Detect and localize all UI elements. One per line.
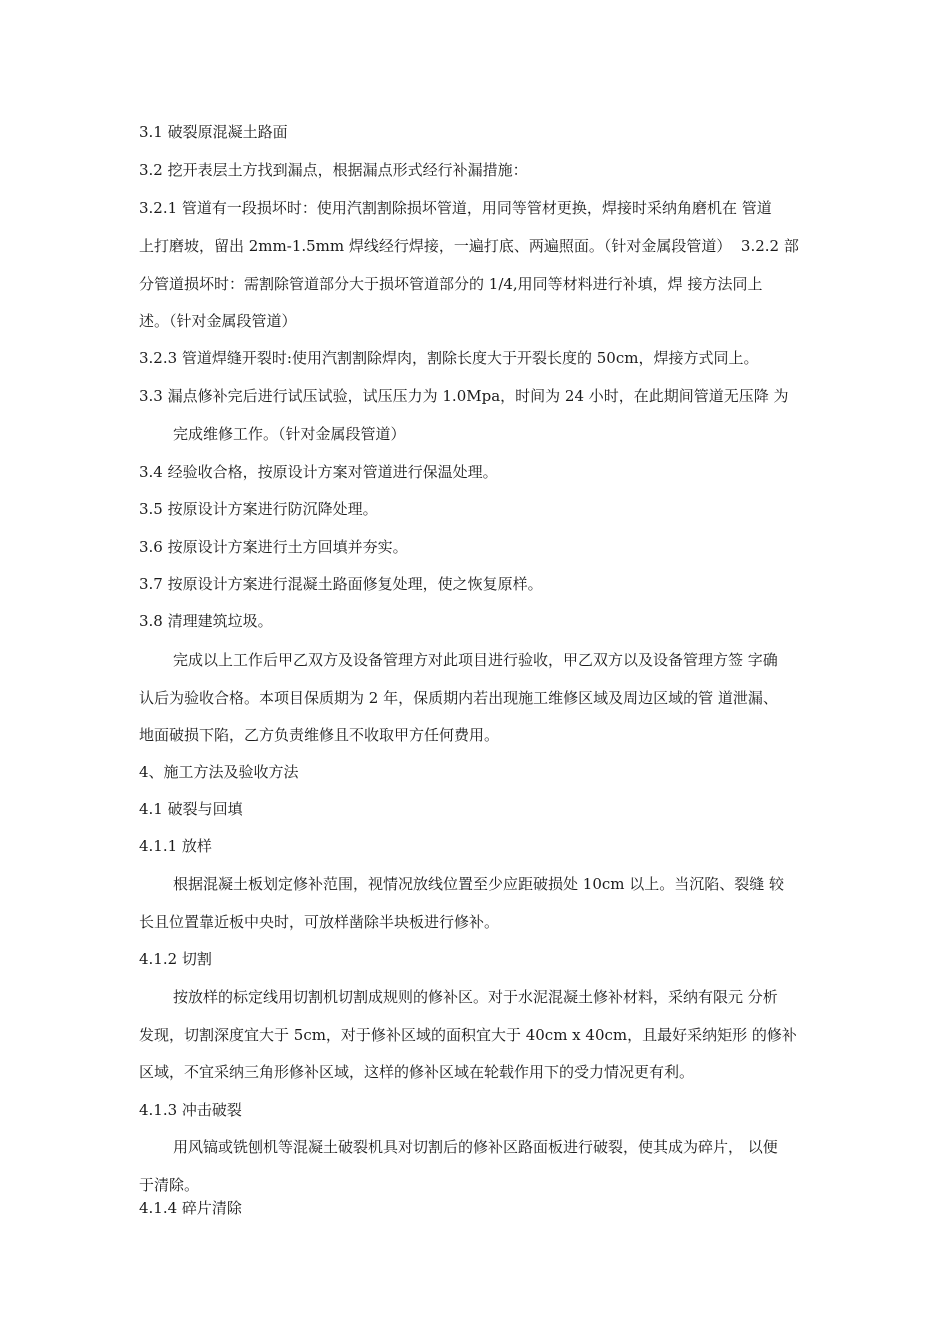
text-line: 按放样的标定线用切割机切割成规则的修补区。对于水泥混凝土修补材料，采纳有限元 分析: [173, 988, 778, 1006]
section-heading: 4、施工方法及验收方法: [139, 763, 299, 781]
text-line: 区域，不宜采纳三角形修补区域，这样的修补区域在轮载作用下的受力情况更有利。: [139, 1063, 695, 1081]
text-line: 3.6 按原设计方案进行土方回填并夯实。: [139, 538, 408, 556]
section-heading: 4.1 破裂与回填: [139, 800, 243, 818]
text-line: 分管道损坏时：需割除管道部分大于损坏管道部分的 1/4,用同等材料进行补填，焊 接方法同上: [139, 275, 763, 293]
text-line: 用风镐或铣刨机等混凝土破裂机具对切割后的修补区路面板进行破裂，使其成为碎片， 以便: [173, 1138, 778, 1156]
text-line: 完成维修工作。（针对金属段管道）: [173, 425, 406, 443]
section-heading: 4.1.1 放样: [139, 837, 212, 855]
text-line: 完成以上工作后甲乙双方及设备管理方对此项目进行验收，甲乙双方以及设备管理方签 字确: [173, 651, 778, 669]
text-line: 上打磨坡，留出 2mm-1.5mm 焊线经行焊接，一遍打底、两遍照面。（针对金属段管道） 3.2.2 部: [139, 237, 799, 255]
section-heading: 4.1.4 碎片清除: [139, 1199, 242, 1217]
text-line: 认后为验收合格。本项目保质期为 2 年，保质期内若出现施工维修区域及周边区域的管 道泄漏、: [139, 689, 778, 707]
section-heading: 4.1.3 冲击破裂: [139, 1101, 242, 1119]
text-line: 3.2.1 管道有一段损坏时：使用汽割割除损坏管道，用同等管材更换，焊接时采纳角磨机在 管道: [139, 199, 772, 217]
text-line: 述。（针对金属段管道）: [139, 312, 297, 330]
text-line: 长且位置靠近板中央时，可放样凿除半块板进行修补。: [139, 913, 500, 931]
text-line: 3.4 经验收合格，按原设计方案对管道进行保温处理。: [139, 463, 498, 481]
text-line: 于清除。: [139, 1176, 200, 1194]
text-line: 3.7 按原设计方案进行混凝土路面修复处理，使之恢复原样。: [139, 575, 543, 593]
text-line: 地面破损下陷，乙方负责维修且不收取甲方任何费用。: [139, 726, 500, 744]
text-line: 根据混凝土板划定修补范围，视情况放线位置至少应距破损处 10cm 以上。当沉陷、裂缝 较: [173, 875, 785, 893]
text-line: 3.8 清理建筑垃圾。: [139, 612, 273, 630]
text-line: 发现，切割深度宜大于 5cm，对于修补区域的面积宜大于 40cm x 40cm，且最好采纳矩形 的修补: [139, 1026, 797, 1044]
text-line: 3.2 挖开表层土方找到漏点，根据漏点形式经行补漏措施：: [139, 161, 528, 179]
text-line: 3.5 按原设计方案进行防沉降处理。: [139, 500, 378, 518]
text-line: 3.3 漏点修补完后进行试压试验，试压压力为 1.0Mpa，时间为 24 小时，在此期间管道无压降 为: [139, 387, 789, 405]
text-line: 3.1 破裂原混凝土路面: [139, 123, 288, 141]
section-heading: 4.1.2 切割: [139, 950, 212, 968]
text-line: 3.2.3 管道焊缝开裂时:使用汽割割除焊肉，割除长度大于开裂长度的 50cm，焊接方式同上。: [139, 349, 759, 367]
